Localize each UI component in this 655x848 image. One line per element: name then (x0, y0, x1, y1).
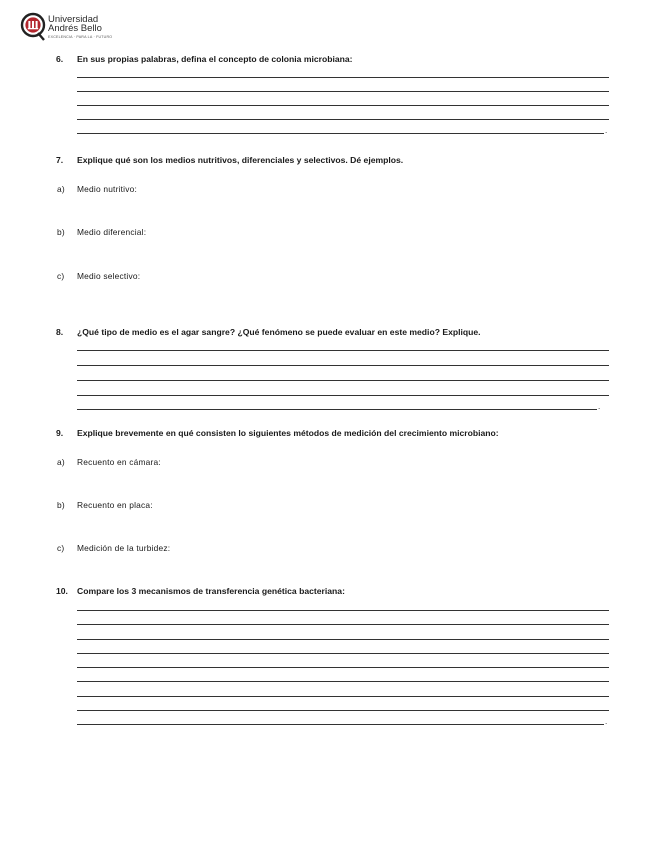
sub-item-medicion-turbidez (57, 543, 170, 553)
question-number: 6. (56, 54, 64, 64)
answer-line[interactable] (77, 639, 609, 640)
answer-end-mark: . (598, 402, 601, 411)
question-text: En sus propias palabras, defina el concepto de colonia microbiana: (77, 54, 353, 64)
logo-emblem-icon (20, 12, 46, 42)
question-6 (56, 54, 353, 64)
answer-line[interactable] (77, 653, 609, 654)
sub-item-letter: b) (57, 227, 65, 237)
sub-item-label: Medio nutritivo: (77, 184, 137, 194)
question-text: Explique brevemente en qué consisten lo siguientes métodos de medición del crecimiento microbiano: (77, 428, 499, 438)
answer-line[interactable] (77, 77, 609, 78)
sub-item-recuento-placa (57, 500, 153, 510)
question-9 (56, 428, 499, 438)
sub-item-medio-nutritivo (57, 184, 137, 194)
question-10 (56, 586, 345, 596)
sub-item-medio-diferencial (57, 227, 146, 237)
answer-line[interactable] (77, 365, 609, 366)
question-text: Compare los 3 mecanismos de transferencia genética bacteriana: (77, 586, 345, 596)
answer-line[interactable] (77, 119, 609, 120)
sub-item-medio-selectivo (57, 271, 140, 281)
sub-item-label: Medio diferencial: (77, 227, 147, 237)
question-number: 9. (56, 428, 64, 438)
answer-line[interactable] (77, 624, 609, 625)
sub-item-letter: a) (57, 457, 65, 467)
university-logo (20, 12, 120, 46)
sub-item-label: Recuento en cámara: (77, 457, 161, 467)
sub-item-label: Medición de la turbidez: (77, 543, 171, 553)
answer-end-mark: . (605, 717, 608, 726)
answer-line[interactable] (77, 667, 609, 668)
answer-line[interactable] (77, 696, 609, 697)
answer-end-mark: . (605, 126, 608, 135)
answer-line[interactable] (77, 350, 609, 351)
question-number: 7. (56, 155, 64, 165)
logo-tagline: EXCELENCIA · PARA LA · FUTURO (48, 35, 113, 39)
answer-line[interactable] (77, 724, 604, 725)
sub-item-label: Medio selectivo: (77, 271, 141, 281)
answer-line[interactable] (77, 380, 609, 381)
logo-name-line1: Universidad (48, 14, 99, 25)
sub-item-recuento-camara (57, 457, 161, 467)
sub-item-letter: c) (57, 271, 65, 281)
sub-item-letter: b) (57, 500, 65, 510)
answer-line[interactable] (77, 105, 609, 106)
question-number: 10. (56, 586, 68, 596)
sub-item-letter: a) (57, 184, 65, 194)
question-text: ¿Qué tipo de medio es el agar sangre? ¿Qué fenómeno se puede evaluar en este medio? Explique. (77, 327, 481, 337)
answer-line[interactable] (77, 710, 609, 711)
sub-item-letter: c) (57, 543, 65, 553)
question-7 (56, 155, 403, 165)
logo-name-line2: Andrés Bello (48, 23, 102, 34)
answer-line[interactable] (77, 610, 609, 611)
question-number: 8. (56, 327, 64, 337)
question-text: Explique qué son los medios nutritivos, diferenciales y selectivos. Dé ejemplos. (77, 155, 404, 165)
answer-line[interactable] (77, 395, 609, 396)
answer-line[interactable] (77, 409, 597, 410)
sub-item-label: Recuento en placa: (77, 500, 153, 510)
answer-line[interactable] (77, 681, 609, 682)
answer-line[interactable] (77, 133, 604, 134)
question-8 (56, 327, 481, 337)
answer-line[interactable] (77, 91, 609, 92)
